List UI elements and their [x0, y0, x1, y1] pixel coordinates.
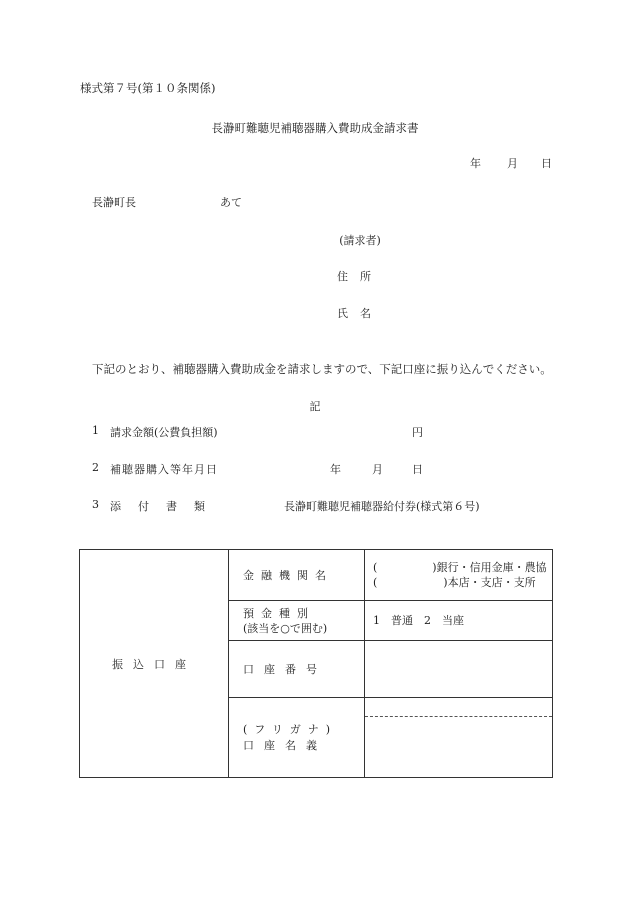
deposit-type-label: 預金種別	[243, 606, 315, 620]
furigana-input-area[interactable]	[365, 698, 552, 716]
item-2-year: 年	[330, 463, 341, 476]
account-number-label: 口座番号	[243, 663, 327, 676]
account-holder-input-area[interactable]	[365, 716, 552, 777]
item-3-number: 3	[92, 498, 99, 511]
deposit-type-options: 1 普通 2 当座	[373, 614, 464, 627]
addressee-suffix: あて	[220, 196, 242, 209]
name-label: 氏名	[337, 307, 383, 320]
item-2-month: 月	[372, 463, 383, 476]
account-number-field[interactable]	[365, 641, 553, 698]
deposit-type-field[interactable]	[365, 601, 553, 641]
item-2-label: 補聴器購入等年月日	[110, 463, 218, 476]
bank-type-line: ( )銀行・信用金庫・農協	[373, 561, 547, 574]
date-month-label: 月	[507, 157, 518, 170]
branch-type-line: ( )本店・支店・支所	[373, 576, 536, 589]
transfer-account-label-cell	[80, 550, 229, 778]
item-2-day: 日	[412, 463, 423, 476]
account-holder-field[interactable]	[365, 698, 553, 778]
transfer-account-label: 振込口座	[112, 657, 196, 671]
item-1-unit: 円	[412, 426, 423, 439]
ki-heading: 記	[309, 400, 321, 413]
document-title: 長瀞町難聴児補聴器購入費助成金請求書	[211, 121, 419, 135]
address-label: 住所	[337, 270, 383, 283]
account-number-label-cell	[229, 641, 365, 698]
bank-account-table	[79, 549, 553, 778]
item-3-label: 添付書類	[110, 500, 222, 513]
bank-name-label: 金融機関名	[243, 569, 333, 582]
account-holder-label-cell	[229, 698, 365, 778]
form-number: 様式第７号(第１０条関係)	[80, 81, 216, 95]
bank-name-field[interactable]	[365, 550, 553, 601]
account-holder-label: 口座名義	[243, 738, 327, 752]
item-2-number: 2	[92, 461, 99, 474]
request-statement: 下記のとおり、補聴器購入費助成金を請求しますので、下記口座に振り込んでください。	[92, 362, 552, 376]
addressee-name: 長瀞町長	[92, 196, 136, 209]
date-year-label: 年	[470, 157, 481, 170]
item-1-label: 請求金額(公費負担額)	[110, 426, 218, 439]
claimant-heading: (請求者)	[339, 234, 381, 247]
item-3-value: 長瀞町難聴児補聴器給付券(様式第６号)	[284, 500, 480, 513]
furigana-label: (フリガナ)	[243, 722, 338, 736]
bank-name-label-cell	[229, 550, 365, 601]
deposit-type-label-cell	[229, 601, 365, 641]
date-day-label: 日	[541, 157, 552, 170]
deposit-type-instruction: (該当を○で囲む)	[243, 621, 328, 635]
item-1-number: 1	[92, 424, 99, 437]
